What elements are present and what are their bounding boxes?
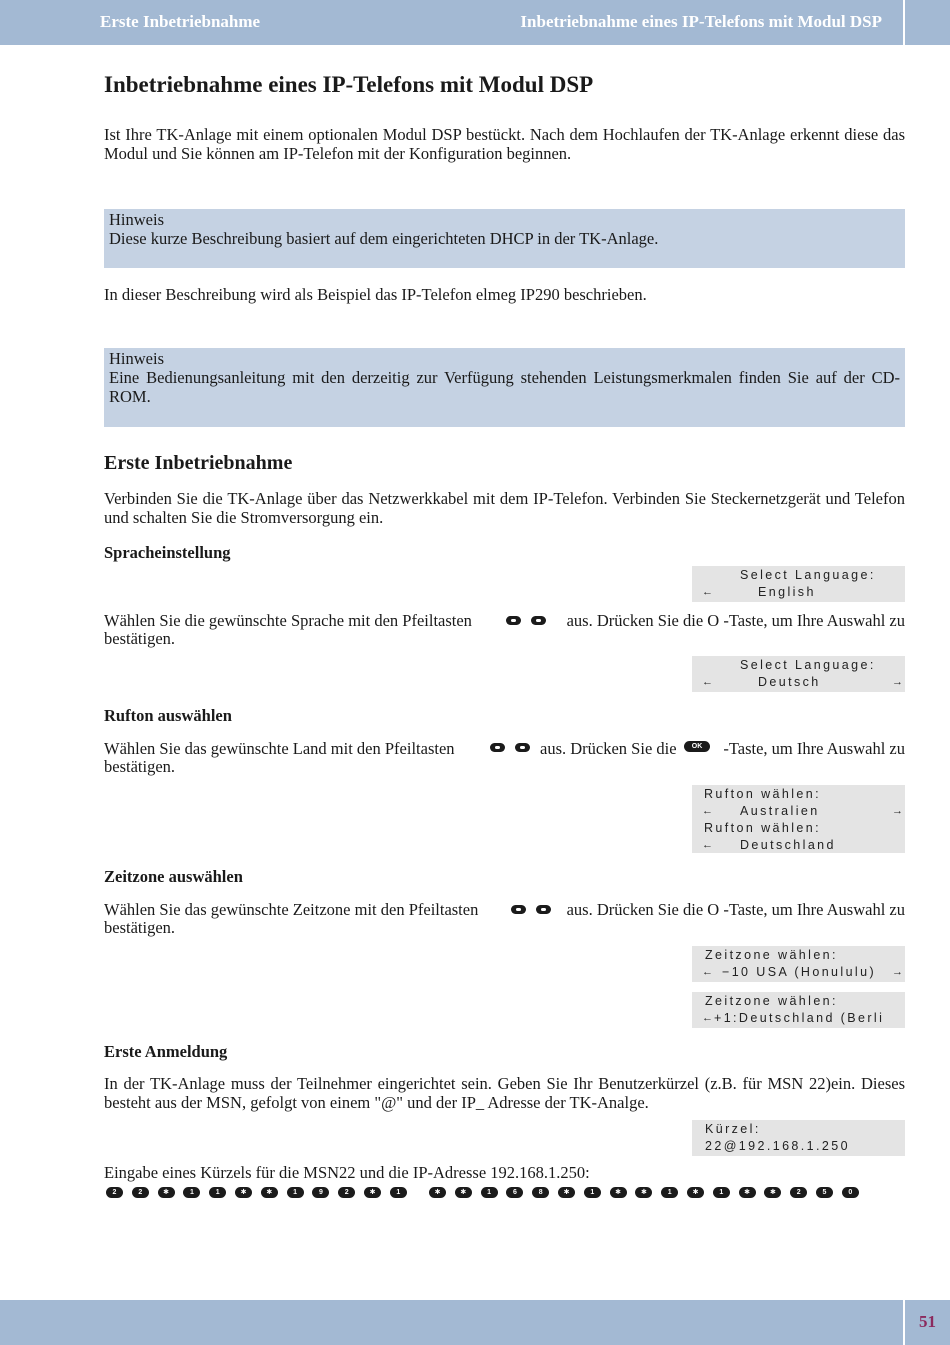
keypad-key-icon: 2 ABC (106, 1189, 123, 1207)
language-instruction-start: Wählen Sie die gewünschte Sprache mit den Pfeiltasten (104, 611, 472, 630)
lcd-line (692, 964, 905, 981)
intro-paragraph: Ist Ihre TK-Anlage mit einem optionalen Modul DSP bestückt. Nach dem Hochlaufen der TK-Anlage erkennt diese das Modul und Sie können am IP-Telefon mit der Konfiguration beginnen. (104, 125, 905, 163)
ok-key-icon: OK (684, 741, 710, 752)
keypad-key-icon: 1 (713, 1187, 730, 1198)
arrow-left-icon: ← (702, 1012, 713, 1024)
lcd-line: Zeitzone wählen: (705, 994, 838, 1008)
arrow-left-key-icon (490, 743, 505, 752)
arrow-left-icon: ← (702, 805, 713, 817)
arrow-right-key-icon (536, 905, 551, 914)
keypad-key-icon: ✱ (235, 1187, 252, 1198)
header-section-title: Inbetriebnahme eines IP-Telefons mit Modul DSP (520, 12, 882, 31)
keypad-key-icon: 1 (183, 1187, 200, 1198)
keypad-key-icon: 0 (842, 1187, 859, 1198)
lcd-line: Select Language: (740, 658, 876, 672)
keypad-key-icon: 5 JKL (817, 1189, 832, 1207)
language-instruction-end: aus. Drücken Sie die O -Taste, um Ihre Auswahl zu (566, 611, 905, 630)
arrow-right-key-icon (515, 743, 530, 752)
keypad-key-icon: 1 (481, 1187, 498, 1198)
keypad-key-icon: ✱ (687, 1187, 704, 1198)
keypad-key-icon: ✱ (455, 1187, 472, 1198)
keypad-key-icon: ✱ (739, 1187, 756, 1198)
arrow-right-key-icon (531, 616, 546, 625)
lcd-line: Select Language: (740, 568, 876, 582)
lcd-display-kuerzel (692, 1120, 905, 1156)
page-header-tab (905, 0, 950, 45)
ringtone-instruction-line2: bestätigen. (104, 757, 176, 776)
keypad-key-icon: ✱ (364, 1187, 381, 1198)
lcd-line: Kürzel: (705, 1122, 761, 1136)
note-box-dhcp (104, 209, 905, 268)
arrow-right-icon: → (892, 966, 903, 978)
language-heading: Spracheinstellung (104, 543, 231, 562)
section-title: Erste Inbetriebnahme (104, 452, 293, 474)
keypad-key-icon: ✱ (635, 1187, 652, 1198)
keypad-key-icon: 1 (390, 1187, 407, 1198)
lcd-line (692, 674, 905, 691)
keypad-key-icon: 9 WXYZ (312, 1189, 333, 1207)
timezone-instruction-end: aus. Drücken Sie die O -Taste, um Ihre Auswahl zu (566, 900, 905, 919)
timezone-instruction-line2: bestätigen. (104, 918, 176, 937)
lcd-line: Zeitzone wählen: (705, 948, 838, 962)
keypad-key-icon: 1 (209, 1187, 226, 1198)
keypad-key-icon: 2 ABC (132, 1189, 148, 1207)
note-text: Diese kurze Beschreibung basiert auf dem eingerichteten DHCP in der TK-Anlage. (109, 229, 659, 248)
note-box-manual (104, 348, 905, 427)
page-footer-bar (0, 1300, 903, 1345)
keypad-key-icon: 1 (661, 1187, 678, 1198)
note-label: Hinweis (109, 349, 164, 368)
keypad-key-icon: ✱ (610, 1187, 627, 1198)
arrow-right-icon: → (892, 805, 903, 817)
lcd-value: Australien (740, 804, 820, 818)
keypad-key-icon: ✱ (558, 1187, 575, 1198)
keypad-key-icon: ✱ (158, 1187, 175, 1198)
keypad-key-icon: 6 MNO (506, 1189, 524, 1207)
arrow-left-icon: ← (702, 966, 713, 978)
keypad-key-icon: 1 (287, 1187, 304, 1198)
timezone-heading: Zeitzone auswählen (104, 867, 243, 886)
section-intro: Verbinden Sie die TK-Anlage über das Netzwerkkabel mit dem IP-Telefon. Verbinden Sie Steckernetzgerät und Telefon und schalten Sie die Stromversorgung ein. (104, 489, 905, 527)
arrow-left-key-icon (511, 905, 526, 914)
ringtone-instruction-end: -Taste, um Ihre Auswahl zu (723, 739, 905, 758)
lcd-line (692, 584, 905, 601)
keypad-key-icon: ✱ (261, 1187, 278, 1198)
lcd-display-timezone-de (692, 992, 905, 1028)
keypad-key-icon: 1 (584, 1187, 601, 1198)
lcd-line (692, 837, 905, 854)
example-paragraph: In dieser Beschreibung wird als Beispiel das IP-Telefon elmeg IP290 beschrieben. (104, 285, 647, 304)
lcd-line: 22@192.168.1.250 (705, 1139, 850, 1153)
keypad-key-icon: 2 ABC (791, 1189, 807, 1207)
lcd-display-english (692, 566, 905, 602)
lcd-line: Rufton wählen: (704, 787, 821, 801)
language-instruction-line2: bestätigen. (104, 629, 176, 648)
keypad-key-icon: ✱ (429, 1187, 446, 1198)
lcd-display-ringtone (692, 785, 905, 853)
lcd-line (692, 803, 905, 820)
timezone-instruction-start: Wählen Sie das gewünschte Zeitzone mit den Pfeiltasten (104, 900, 479, 919)
page-number: 51 (919, 1312, 936, 1331)
page-title: Inbetriebnahme eines IP-Telefons mit Modul DSP (104, 72, 594, 97)
keypad-key-icon: 8 TUV (533, 1189, 548, 1207)
login-paragraph: In der TK-Anlage muss der Teilnehmer eingerichtet sein. Geben Sie Ihr Benutzerkürzel (z.B. für MSN 22)ein. Dieses besteht aus der MSN, gefolgt von einem "@" und der IP_ Adresse der TK-Analge. (104, 1074, 905, 1112)
keypad-key-icon: 2 ABC (339, 1189, 355, 1207)
lcd-value: English (758, 585, 816, 599)
lcd-line (692, 1010, 905, 1027)
ringtone-instruction-mid: aus. Drücken Sie die (540, 739, 677, 758)
arrow-right-icon: → (892, 676, 903, 688)
keypad-key-icon: ✱ (764, 1187, 781, 1198)
lcd-value: Deutschland (740, 838, 836, 852)
lcd-value: +1:Deutschland (Berli (714, 1011, 885, 1025)
note-label: Hinweis (109, 210, 164, 229)
login-heading: Erste Anmeldung (104, 1042, 228, 1061)
arrow-left-key-icon (506, 616, 521, 625)
lcd-display-timezone-usa (692, 946, 905, 982)
lcd-value: Deutsch (758, 675, 821, 689)
ringtone-heading: Rufton auswählen (104, 706, 232, 725)
lcd-display-deutsch (692, 656, 905, 692)
note-text: Eine Bedienungsanleitung mit den derzeitig zur Verfügung stehenden Leistungsmerkmalen finden Sie auf der CD-ROM. (109, 368, 900, 406)
ringtone-instruction-start: Wählen Sie das gewünschte Land mit den Pfeiltasten (104, 739, 455, 758)
arrow-left-icon: ← (702, 839, 713, 851)
lcd-line: Rufton wählen: (704, 821, 821, 835)
header-chapter-title: Erste Inbetriebnahme (100, 12, 261, 31)
lcd-value: −10 USA (Honululu) (722, 965, 877, 979)
arrow-left-icon: ← (702, 586, 713, 598)
input-caption: Eingabe eines Kürzels für die MSN22 und die IP-Adresse 192.168.1.250: (104, 1163, 590, 1182)
arrow-left-icon: ← (702, 676, 713, 688)
